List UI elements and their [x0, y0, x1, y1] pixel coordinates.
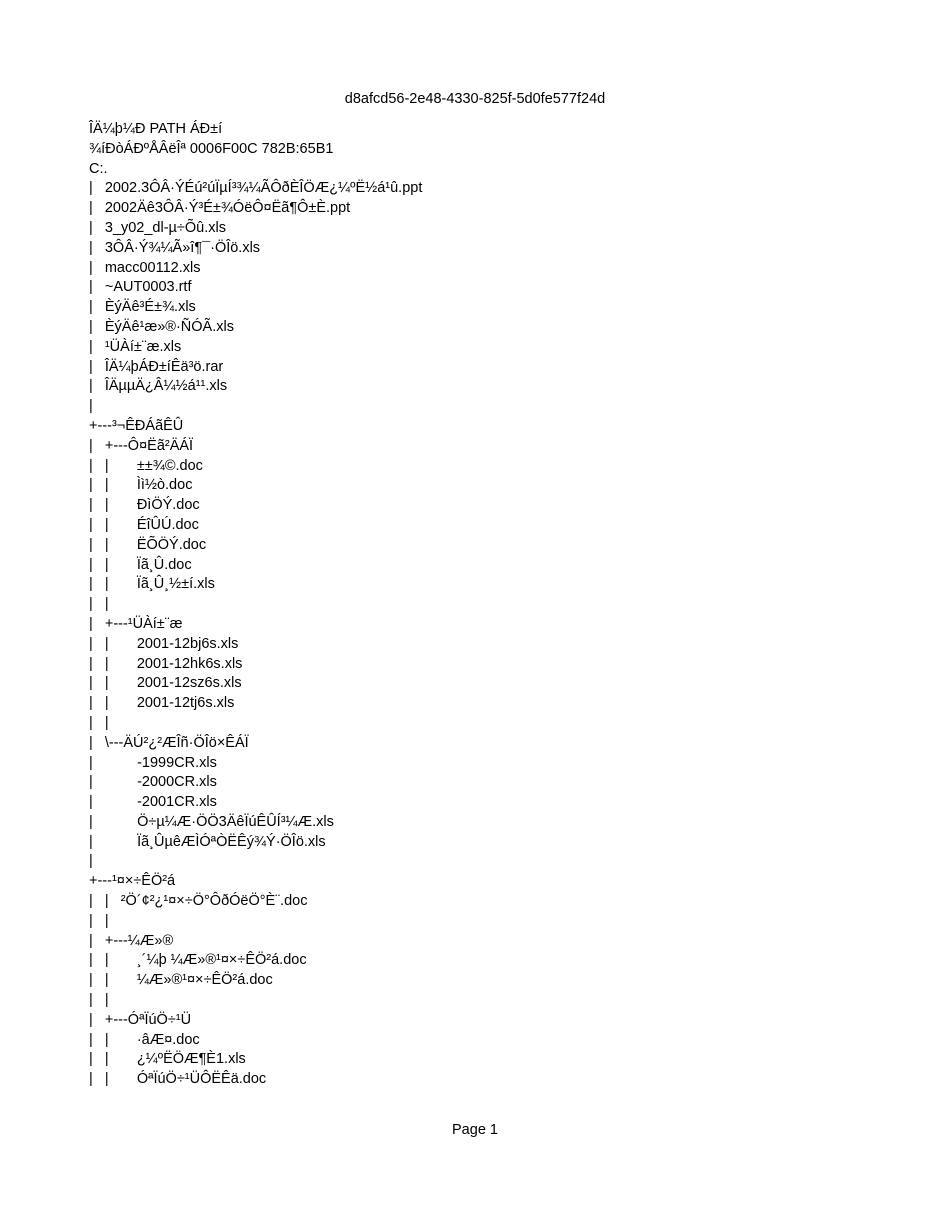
tree-line: | +---¹ÜÀí±¨æ — [89, 615, 183, 632]
tree-line: | | ²Ö´¢²¿¹¤×÷Ö°ÔðÓëÖ°È¨.doc — [89, 893, 308, 910]
tree-line: | ÈýÄê³É±¾.xls — [89, 299, 196, 316]
tree-line: | +---Ô¤Ëã²ÄÁÏ — [89, 437, 194, 454]
tree-line: +---¹¤×÷ÊÖ²á — [89, 873, 176, 890]
tree-line: | 3ÔÂ·Ý¾¼Ã»î¶¯·ÖÎö.xls — [89, 239, 261, 256]
tree-line: | 3_y02_dl-µ÷Õû.xls — [89, 219, 226, 236]
tree-line: | -1999CR.xls — [89, 754, 217, 771]
tree-line: ¾íÐòÁÐºÅÂëÎª 0006F00C 782B:65B1 — [89, 140, 334, 157]
page-footer — [0, 1121, 950, 1141]
tree-line: | | ·âÆ¤.doc — [89, 1031, 200, 1048]
tree-line: | Ïã¸ÛµêÆÌÓªÒËÊý¾Ý·ÖÎö.xls — [89, 833, 326, 850]
tree-line: | | ¸´¼þ ¼Æ»®¹¤×÷ÊÖ²á.doc — [89, 952, 307, 969]
tree-line: | | — [89, 714, 109, 731]
tree-line: | | — [89, 596, 109, 613]
tree-line: | | ÉîÛÚ.doc — [89, 516, 199, 533]
tree-line: | | — [89, 992, 109, 1009]
directory-tree-listing — [89, 120, 929, 1090]
tree-line: | +---ÓªÏúÖ÷¹Ü — [89, 1011, 192, 1028]
tree-line: | ~AUT0003.rtf — [89, 279, 192, 296]
tree-line: | 2002.3ÔÂ·ÝÉú²úÏµÍ³¾¼ÃÔðÈÎÖÆ¿¼ºË½á¹û.ppt — [89, 180, 423, 197]
tree-line: | | Ïã¸Û¸½±í.xls — [89, 576, 215, 593]
tree-line: | Ö÷µ¼Æ·ÖÖ3ÄêÏúÊÛÍ³¼Æ.xls — [89, 813, 334, 830]
tree-line: | | ±±¾©.doc — [89, 457, 203, 474]
tree-line: | | ÐìÖÝ.doc — [89, 497, 200, 514]
tree-line: | 2002Äê3ÔÂ·Ý³É±¾ÓëÔ¤Ëã¶Ô±È.ppt — [89, 200, 351, 217]
tree-line: | | — [89, 912, 109, 929]
tree-line: | | 2001-12sz6s.xls — [89, 675, 242, 692]
tree-line: | ÎÄ¼þÁÐ±íÊä³ö.rar — [89, 358, 224, 375]
tree-line: | | ÓªÏúÖ÷¹ÜÔËÊä.doc — [89, 1071, 267, 1088]
tree-line: | | 2001-12tj6s.xls — [89, 695, 235, 712]
tree-line: | -2000CR.xls — [89, 774, 217, 791]
tree-line: ÎÄ¼þ¼Ð PATH ÁÐ±í — [89, 121, 223, 137]
tree-line: | | Ìì½ò.doc — [89, 477, 193, 494]
tree-line: +---³¬ÊÐÁãÊÛ — [89, 417, 184, 434]
tree-line: | | ¼Æ»®¹¤×÷ÊÖ²á.doc — [89, 972, 273, 989]
document-id: d8afcd56-2e48-4330-825f-5d0fe577f24d — [344, 91, 606, 107]
tree-line: | macc00112.xls — [89, 259, 201, 276]
tree-line: | | 2001-12hk6s.xls — [89, 655, 243, 672]
tree-line: | | Ïã¸Û.doc — [89, 556, 192, 573]
tree-line: | \---ÄÚ²¿²ÆÎñ·ÖÎö×ÊÁÏ — [89, 734, 249, 751]
tree-line: | ÈýÄê¹æ»®·ÑÓÃ.xls — [89, 318, 234, 335]
page-number: Page 1 — [452, 1122, 498, 1138]
tree-line: | | ¿¼ºËÖÆ¶È1.xls — [89, 1051, 246, 1068]
tree-line: | ÎÄµµÄ¿Â¼½á¹¹.xls — [89, 378, 228, 395]
tree-line: | — [89, 853, 93, 870]
tree-line: | | ËÕÖÝ.doc — [89, 536, 207, 553]
tree-line: | +---¼Æ»® — [89, 932, 174, 949]
tree-line: | ¹ÜÀí±¨æ.xls — [89, 338, 182, 355]
tree-line: | -2001CR.xls — [89, 794, 217, 811]
tree-line: | | 2001-12bj6s.xls — [89, 635, 239, 652]
tree-line: C:. — [89, 160, 108, 177]
tree-line: | — [89, 398, 93, 415]
page-header — [0, 90, 950, 110]
